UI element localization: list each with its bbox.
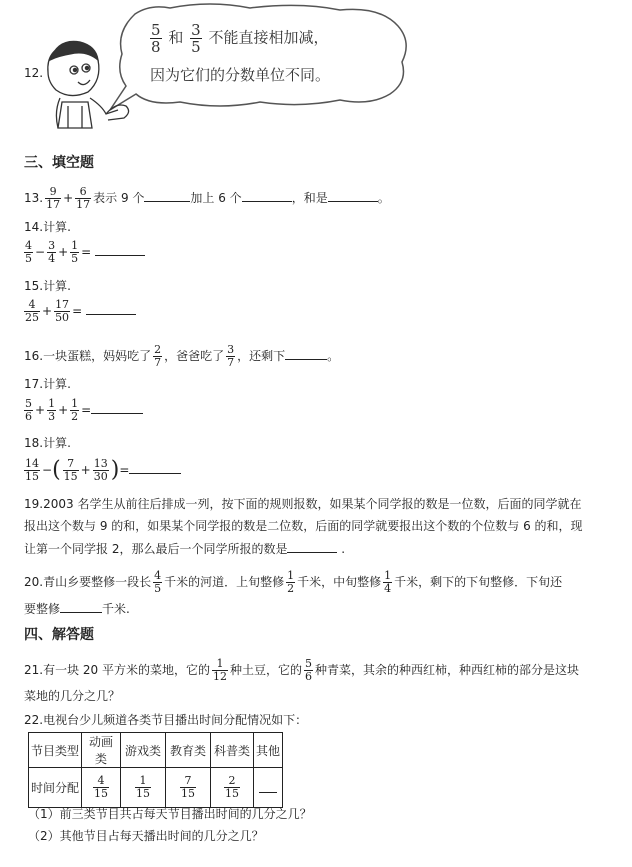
q22-table (28, 732, 283, 808)
q21-text-2: 种土豆，它的 (229, 663, 302, 677)
denominator: 4 (48, 252, 56, 265)
q13-text-1: 表示 9 个 (93, 191, 145, 205)
numerator: 3 (227, 343, 235, 356)
q20-fraction-c (383, 570, 392, 595)
q18-answer-blank[interactable] (129, 461, 181, 474)
q14-label: 14.计算. (24, 220, 71, 234)
q18-label: 18.计算. (24, 436, 71, 450)
denominator: 8 (151, 38, 161, 56)
q16-text-3: ，还剩下 (237, 349, 286, 363)
q22-other-blank[interactable] (259, 780, 277, 793)
table-header-cell: 动画类 (82, 733, 121, 768)
numerator: 1 (384, 569, 392, 582)
equals-sign: = (81, 245, 92, 259)
numerator: 4 (25, 239, 32, 252)
q18-fraction-a (24, 458, 40, 483)
q20-text-1: 20.青山乡要整修一段长 (24, 575, 152, 589)
q14-fraction-b (47, 240, 56, 265)
denominator: 2 (71, 410, 79, 423)
q22-fraction-3 (224, 775, 240, 800)
numerator: 5 (305, 657, 312, 670)
speech-bubble-icon (110, 4, 406, 110)
q13-blank-1[interactable] (144, 189, 190, 202)
q20-line-1 (24, 570, 562, 595)
table-header-cell: 游戏类 (121, 733, 166, 768)
q20-text-4: 千米，剩下的下旬整修．下旬还 (394, 575, 563, 589)
q19-line-2: 报出这个数与 9 的和，如果某个同学报的数是二位数，后面的同学就要报出这个数的个位数与 6 的和，现 (24, 519, 583, 533)
right-paren: ) (110, 457, 120, 483)
denominator: 5 (71, 252, 79, 265)
plus-sign: + (63, 191, 74, 205)
bubble-line-1: 不能直接相加减， (208, 28, 329, 47)
q22-sub-question-2: （2）其他节目占每天播出时间的几分之几？ (28, 829, 264, 843)
table-header-cell: 其他 (254, 733, 283, 768)
q19-line-3-text: 让第一个同学报 2，那么最后一个同学所报的数是 (24, 542, 288, 556)
numerator: 1 (212, 658, 228, 671)
minus-sign: − (35, 245, 46, 259)
q18-fraction-c (93, 458, 109, 483)
boy-icon (48, 41, 129, 128)
denominator: 15 (181, 787, 196, 800)
numerator: 2 (154, 343, 162, 356)
q15-fraction-b (54, 299, 70, 324)
q17-label: 17.计算. (24, 377, 71, 391)
numerator: 4 (154, 569, 162, 582)
q14-answer-blank[interactable] (95, 243, 145, 256)
numerator: 7 (63, 458, 79, 471)
denominator: 2 (287, 582, 295, 595)
numerator: 1 (135, 775, 151, 788)
denominator: 15 (136, 787, 151, 800)
denominator: 17 (76, 198, 91, 211)
bubble-fraction-1 (150, 22, 162, 55)
table-header-row (29, 733, 283, 768)
denominator: 7 (154, 356, 162, 369)
q13-text-3: ，和是 (291, 191, 328, 205)
plus-sign: + (58, 403, 69, 417)
q13-blank-2[interactable] (242, 189, 292, 202)
q16-answer-blank[interactable] (285, 347, 327, 360)
denominator: 25 (25, 311, 39, 324)
table-header-cell: 教育类 (166, 733, 211, 768)
table-header-cell: 科普类 (211, 733, 254, 768)
q13 (24, 186, 390, 211)
q19-line-3-end: . (341, 542, 346, 556)
q20-fraction-b (286, 570, 295, 595)
numerator: 1 (287, 569, 295, 582)
bubble-fraction-2 (190, 22, 202, 55)
plus-sign: + (80, 463, 91, 477)
q22-fraction-0 (93, 775, 109, 800)
q16-text-2: ，爸爸吃了 (164, 349, 225, 363)
q22-table-container (28, 732, 283, 808)
numerator: 5 (151, 21, 161, 39)
q18-fraction-b (63, 458, 79, 483)
q21-line-2: 菜地的几分之几？ (24, 689, 121, 703)
q13-fraction-1 (45, 186, 61, 211)
table-cell (121, 768, 166, 808)
table-cell (211, 768, 254, 808)
denominator: 5 (25, 252, 32, 265)
q16-fraction-b (226, 344, 235, 369)
numerator: 3 (48, 239, 56, 252)
equals-sign: = (81, 403, 92, 417)
equals-sign: = (72, 304, 83, 318)
q16-text-4: 。 (327, 349, 340, 363)
numerator: 14 (25, 457, 39, 470)
section-3-title: 三、填空题 (24, 155, 94, 171)
numerator: 1 (48, 397, 56, 410)
denominator: 5 (191, 38, 201, 56)
denominator: 6 (305, 670, 312, 683)
q21-text-1: 21.有一块 20 平方米的菜地，它的 (24, 663, 210, 677)
q14-fraction-c (70, 240, 79, 265)
numerator: 17 (55, 298, 70, 311)
q22-fraction-1 (135, 775, 151, 800)
q22-sub-question-1: （1）前三类节目共占每天节目播出时间的几分之几？ (28, 807, 312, 821)
q15-expression (22, 299, 136, 324)
q22-other-blank-cell[interactable] (254, 768, 283, 808)
q14-fraction-a (24, 240, 33, 265)
q13-text-2: 加上 6 个 (190, 191, 242, 205)
q17-fraction-c (70, 398, 79, 423)
denominator: 17 (46, 198, 61, 211)
denominator: 6 (25, 410, 32, 423)
q14-expression (22, 240, 145, 265)
numerator: 4 (24, 299, 40, 312)
numerator: 7 (180, 775, 196, 788)
denominator: 15 (94, 787, 109, 800)
denominator: 3 (48, 410, 56, 423)
q20-text-2: 千米的河道．上旬整修 (164, 575, 285, 589)
q13-blank-3[interactable] (328, 189, 378, 202)
denominator: 15 (225, 787, 240, 800)
q20-text-3: 千米，中旬整修 (297, 575, 382, 589)
table-row (29, 768, 283, 808)
q21-fraction-a (212, 658, 228, 683)
q19-line-1: 19.2003 名学生从前往后排成一列，按下面的规则报数，如果某个同学报的数是一位数，后面的同学就在 (24, 497, 582, 511)
q12-number: 12. (24, 66, 44, 80)
q17-fraction-b (47, 398, 56, 423)
bubble-and: 和 (168, 28, 184, 47)
numerator: 9 (45, 186, 61, 199)
q13-fraction-2 (75, 186, 91, 211)
denominator: 12 (212, 670, 227, 683)
q21-fraction-b (304, 658, 313, 683)
numerator: 6 (75, 186, 91, 199)
q20-text-6: 千米. (102, 602, 130, 616)
equals-sign: = (119, 463, 130, 477)
q21-line-1 (24, 658, 579, 683)
denominator: 15 (25, 470, 39, 483)
q13-number: 13. (24, 191, 44, 205)
denominator: 7 (227, 356, 235, 369)
denominator: 15 (63, 470, 78, 483)
denominator: 4 (384, 582, 392, 595)
q18-expression (22, 458, 181, 483)
numerator: 5 (25, 397, 32, 410)
numerator: 1 (71, 239, 79, 252)
q15-fraction-a (24, 299, 40, 324)
numerator: 4 (93, 775, 109, 788)
q15-label: 15.计算. (24, 279, 71, 293)
q20-text-5: 要整修 (24, 602, 61, 616)
numerator: 2 (224, 775, 240, 788)
denominator: 30 (93, 470, 108, 483)
q17-answer-blank[interactable] (91, 401, 143, 414)
q16-fraction-a (153, 344, 162, 369)
plus-sign: + (35, 403, 46, 417)
numerator: 1 (71, 397, 79, 410)
q21-text-3: 种青菜，其余的种西红柿，种西红柿的部分是这块 (315, 663, 580, 677)
q16-text-1: 16.一块蛋糕，妈妈吃了 (24, 349, 152, 363)
numerator: 3 (191, 21, 201, 39)
q13-text-4: 。 (377, 191, 390, 205)
q17-fraction-a (24, 398, 33, 423)
speech-bubble-content (148, 22, 328, 55)
q22-intro: 22.电视台少儿频道各类节目播出时间分配情况如下： (24, 713, 308, 727)
table-cell (166, 768, 211, 808)
q19-line-3 (24, 540, 345, 557)
q22-fraction-2 (180, 775, 196, 800)
plus-sign: + (58, 245, 69, 259)
q19-answer-blank[interactable] (287, 540, 337, 553)
q17-expression (22, 398, 143, 423)
q20-answer-blank[interactable] (60, 600, 102, 613)
minus-sign: − (42, 463, 53, 477)
table-cell (82, 768, 121, 808)
q20-line-2 (24, 600, 130, 617)
q20-fraction-a (153, 570, 162, 595)
left-paren: ( (52, 457, 61, 483)
bubble-line-2: 因为它们的分数单位不同。 (150, 66, 331, 84)
denominator: 50 (55, 311, 70, 324)
table-header-cell: 节目类型 (29, 733, 82, 768)
denominator: 5 (154, 582, 162, 595)
section-4-title: 四、解答题 (24, 627, 94, 643)
table-row-label: 时间分配 (29, 768, 82, 808)
q16 (24, 344, 339, 369)
q15-answer-blank[interactable] (86, 302, 136, 315)
numerator: 13 (93, 457, 108, 470)
plus-sign: + (42, 304, 53, 318)
